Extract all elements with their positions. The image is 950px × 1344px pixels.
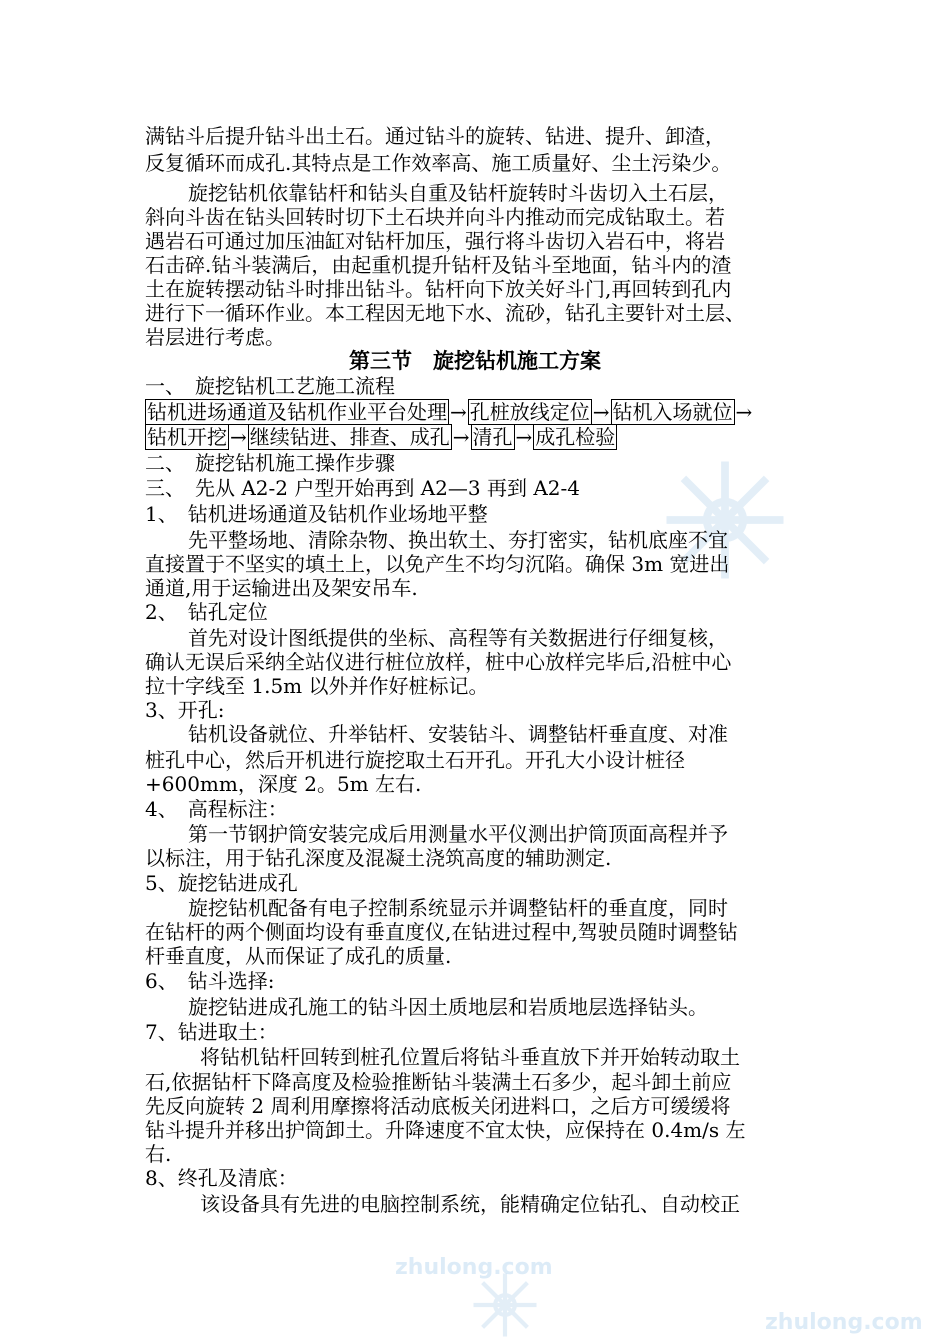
paragraph-line: 该设备具有先进的电脑控制系统，能精确定位钻孔、自动校正 [200,1192,740,1216]
paragraph-line: 将钻机钻杆回转到桩孔位置后将钻斗垂直放下并开始转动取土 [200,1045,740,1069]
paragraph-line: 第一节钢护筒安装完成后用测量水平仪测出护筒顶面高程并予 [188,822,728,846]
flow-box: 钻机入场就位 [612,400,733,424]
paragraph-line: 满钻斗后提升钻斗出土石。通过钻斗的旋转、钻进、提升、卸渣， [145,124,725,148]
heading-process-flow: 一、 旋挖钻机工艺施工流程 [145,374,395,398]
flow-row-1 [145,400,753,424]
paragraph-line: 土在旋转摆动钻斗时排出钻斗。钻杆向下放关好斗门,再回转到孔内 [145,277,732,301]
flow-box: 继续钻进、排查、成孔 [249,425,450,449]
watermark-logo-icon-bottom [470,1270,540,1340]
paragraph-line: 反复循环而成孔.其特点是工作效率高、施工质量好、尘土污染少。 [145,151,732,175]
heading-steps: 二、 旋挖钻机施工操作步骤 [145,451,395,475]
arrow-right-icon: → [450,400,467,424]
step-heading: 4、 高程标注： [145,797,288,821]
paragraph-line: 拉十字线至 1.5m 以外并作好桩标记。 [145,674,489,698]
heading-order: 三、 先从 A2-2 户型开始再到 A2—3 再到 A2-4 [145,476,580,500]
paragraph-line: 进行下一循环作业。本工程因无地下水、流砂，钻孔主要针对土层、 [145,301,745,325]
paragraph-line: 直接置于不坚实的填土上，以免产生不均匀沉陷。确保 3m 宽进出 [145,552,730,576]
flow-box: 清孔 [472,425,513,449]
paragraph-line: 旋挖钻进成孔施工的钻斗因土质地层和岩质地层选择钻头。 [188,995,708,1019]
step-heading: 7、钻进取土： [145,1020,278,1044]
paragraph-line: 先平整场地、清除杂物、换出软土、夯打密实，钻机底座不宜 [188,528,728,552]
paragraph-line: 先反向旋转 2 周利用摩擦将活动底板关闭进料口，之后方可缓缓将 [145,1094,731,1118]
paragraph-line: 确认无误后采纳全站仪进行桩位放样，桩中心放样完毕后,沿桩中心 [145,650,732,674]
paragraph-line: 在钻杆的两个侧面均设有垂直度仪,在钻进过程中,驾驶员随时调整钻 [145,920,738,944]
flow-box: 钻机进场通道及钻机作业平台处理 [147,400,447,424]
paragraph-line: 右. [145,1142,172,1166]
paragraph-line: 钻斗提升并移出护筒卸土。升降速度不宜太快，应保持在 0.4m/s 左 [145,1118,746,1142]
arrow-right-icon: → [452,425,470,449]
paragraph-line: 钻机设备就位、升举钻杆、安装钻斗、调整钻杆垂直度、对准 [188,722,728,746]
step-heading: 1、 钻机进场通道及钻机作业场地平整 [145,502,488,526]
paragraph-line: 桩孔中心，然后开机进行旋挖取土石开孔。开孔大小设计桩径 [145,748,685,772]
paragraph-line: 以标注，用于钻孔深度及混凝土浇筑高度的辅助测定. [145,846,612,870]
paragraph-line: 石击碎.钻斗装满后，由起重机提升钻杆及钻斗至地面，钻斗内的渣 [145,253,732,277]
step-heading: 6、 钻斗选择: [145,969,275,993]
paragraph-line: 旋挖钻机配备有电子控制系统显示并调整钻杆的垂直度，同时 [188,896,728,920]
step-heading: 2、 钻孔定位 [145,600,268,624]
step-heading: 8、终孔及清底： [145,1166,298,1190]
arrow-right-icon: → [230,425,247,449]
paragraph-line: 岩层进行考虑。 [145,325,285,349]
arrow-right-icon: → [735,400,753,424]
paragraph-line: 杆垂直度，从而保证了成孔的质量. [145,944,452,968]
paragraph-line: +600mm，深度 2。5m 左右. [145,772,422,796]
step-heading: 5、旋挖钻进成孔 [145,871,298,895]
flow-box: 钻机开挖 [147,425,227,449]
paragraph-line: 旋挖钻机依靠钻杆和钻头自重及钻杆旋转时斗齿切入土石层， [188,181,728,205]
flow-box: 孔桩放线定位 [469,400,590,424]
watermark-text: zhulong.com [395,1255,553,1280]
paragraph-line: 遇岩石可通过加压油缸对钻杆加压，强行将斗齿切入岩石中，将岩 [145,229,725,253]
section-title: 第三节 旋挖钻机施工方案 [349,348,601,373]
watermark-text-corner: zhulong.com [765,1310,923,1335]
flow-box: 成孔检验 [535,425,616,449]
paragraph-line: 斜向斗齿在钻头回转时切下土石块并向斗内推动而完成钻取土。若 [145,205,725,229]
paragraph-line: 首先对设计图纸提供的坐标、高程等有关数据进行仔细复核， [188,626,728,650]
paragraph-line: 石,依据钻杆下降高度及检验推断钻斗装满土石多少，起斗卸土前应 [145,1070,732,1094]
flow-row-2 [145,425,617,449]
arrow-right-icon: → [592,400,610,424]
paragraph-line: 通道,用于运输进出及架安吊车. [145,576,418,600]
arrow-right-icon: → [515,425,533,449]
step-heading: 3、开孔: [145,698,225,722]
